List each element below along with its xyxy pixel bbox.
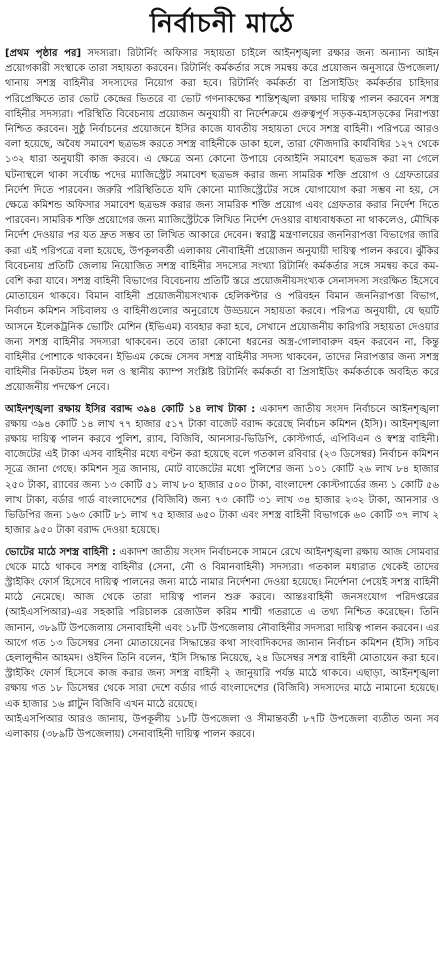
paragraph-1-text: সদস্যরা। রিটার্নিং অফিসার সহায়তা চাইলে আইনশৃঙ্খলা রক্ষার জন্য অন্যান্য আইন প্রয়োগকারী সংস্থাকে তারা সহায়তা করবেন। রিটার্নিং কর্মকর্তার সঙ্গে সমন্বয় করে প্রয়োজন অনুসারে উপজেলা/থানায় সশস্ত্র বাহিনীর সদস্যদের নিয়োগ করা হবে। রিটার্নিং কর্মকর্তা বা প্রিসাইডিং কর্মকর্তার চাহিদার পরিপ্রেক্ষিতে তার ভোট কেন্দ্রের ভিতরে বা ভোট গণনাকক্ষের শান্তিশৃঙ্খলা রক্ষায় দায়িত্ব পালন করবেন সশস্ত্র বাহিনীর সদস্যরা। পরিস্থিতি বিবেচনায় প্রয়োজন অনুযায়ী বা নির্দেশক্রমে গুরুত্বপূর্ণ সড়ক-মহাসড়কের নিরাপত্তা নিশ্চিত করবেন। সুষ্ঠু নির্বাচনের প্রয়োজনে ইসির কাজে যাবতীয় সহায়তা দেবে সশস্ত্র বাহিনী। পরিপত্রে আরও বলা হয়েছে, অবৈধ সমাবেশ ছত্রভঙ্গ করতে সশস্ত্র বাহিনীকে ডাকা হলে, তারা ফৌজদারি কার্যবিধির ১২৭ থেকে ১৩২ ধারা অনুযায়ী কাজ করবে। এ ক্ষেত্রে অন্য কোনো উপায়ে বেআইনি সমাবেশ ছত্রভঙ্গ করা না গেলে ঘটনাস্থলে থাকা সর্বোচ্চ পদের ম্যাজিস্ট্রেট সমাবেশ ছত্রভঙ্গ করার জন্য সামরিক শক্তি প্রয়োগ ও গ্রেফতারের নির্দেশ দিতে পারবেন। জরুরি পরিস্থিতিতে যদি কোনো ম্যাজিস্ট্রেটের সঙ্গে যোগাযোগ করা সম্ভব না হয়, সে ক্ষেত্রে কমিশন্ড অফিসার সমাবেশ ছত্রভঙ্গ করার জন্য সামরিক শক্তি প্রয়োগ এবং গ্রেফতার করার নির্দেশ দিতে পারবেন। সামরিক শক্তি প্রয়োগের জন্য ম্যাজিস্ট্রেটকে লিখিত নির্দেশ দেওয়ার বাধ্যবাধকতা না থাকলেও, মৌখিক নির্দেশ দেওয়ার পর যত দ্রুত সম্ভব তা লিখিত আকারে দেবেন। স্বরাষ্ট্র মন্ত্রণালয়ের জননিরাপত্তা বিভাগের জারি করা এই পরিপত্রে বলা হয়েছে, উপকূলবর্তী এলাকায় নৌবাহিনী প্রয়োজন অনুযায়ী দায়িত্ব পালন করবে। ঝুঁকির বিবেচনায় প্রতিটি জেলায় নিয়োজিত সশস্ত্র বাহিনীর সদস্যের সংখ্যা রিটার্নিং কর্মকর্তার সঙ্গে সমন্বয় করে কম-বেশি করা যাবে। সশস্ত্র বাহিনী বিভাগের বিবেচনায় প্রতিটি স্তরে প্রয়োজনীয়সংখ্যক সেনাসদস্য সংরক্ষিত হিসেবে মোতায়েন থাকবে। বিমান বাহিনী প্রয়োজনীয়সংখ্যক হেলিকপ্টার ও পরিবহন বিমান জননিরাপত্তা বিভাগ, নির্বাচন কমিশন সচিবালয় ও বাহিনীগুলোর অনুরোধে উড্ডয়নে সহায়তা করবে। পরিপত্র অনুযায়ী, যে ছয়টি আসনে ইলেকট্রনিক ভোটিং মেশিন (ইভিএম) ব্যবহার করা হবে, সেখানে প্রয়োজনীয় কারিগরি সহায়তা দেওয়ার জন্য সশস্ত্র বাহিনীর সদস্যরা থাকবেন। তবে তারা কোনো ধরনের অস্ত্র-গোলাবারুদ বহন করবেন না, কিন্তু বাহিনীর পোশাকে থাকবেন। ইভিএম কেন্দ্রে সেসব সশস্ত্র বাহিনীর সদস্য থাকবেন, তাদের নিরাপত্তার জন্য সশস্ত্র বাহিনীর নিকটতম টহল দল ও স্থানীয় ক্যাম্প সংশ্লিষ্ট রিটার্নিং কর্মকর্তা বা প্রিসাইডিং কর্মকর্তাকে অবহিত করে প্রয়োজনীয় পদক্ষেপ নেবে।	[5, 48, 439, 394]
paragraph-continued	[5, 46, 439, 396]
paragraph-3-text: একাদশ জাতীয় সংসদ নির্বাচনকে সামনে রেখে আইনশৃঙ্খলা রক্ষায় আজ সোমবার থেকে মাঠে থাকবে সশস্ত্র বাহিনীর (সেনা, নৌ ও বিমানবাহিনী) সদস্যরা। গতকাল মধ্যরাত থেকেই তাদের স্ট্রাইকিং ফোর্স হিসেবে দায়িত্ব পালনের জন্য মাঠে নামার নির্দেশনা দেওয়া হয়েছে। নির্দেশনা পেয়েই সশস্ত্র বাহিনী মাঠে নেমেছে। আজ থেকে তারা দায়িত্ব পালন শুরু করবে। আন্তঃবাহিনী জনসংযোগ পরিদপ্তরের (আইএসপিআর)-এর সহকারি পরিচালক রেজাউল করিম শাম্মী গতরাতে এ তথ্য নিশ্চিত করেছেন। তিনি জানান, ৩৮৯টি উপজেলায় সেনাবাহিনী এবং ১৮টি উপজেলায় নৌবাহিনীর সদস্যরা দায়িত্ব পালন করবেন। এর আগে গত ১৩ ডিসেম্বর সেনা মোতায়েনের সিদ্ধান্তের কথা সাংবাদিকদের জানান নির্বাচন কমিশন (ইসি) সচিব হেলালুদ্দীন আহমদ। ওইদিন তিনি বলেন, 'ইসি সিদ্ধান্ত নিয়েছে, ২৪ ডিসেম্বর সশস্ত্র বাহিনী মোতায়েন করা হবে। স্ট্রাইকিং ফোর্স হিসেবে কাজ করার জন্য সশস্ত্র বাহিনী ২ জানুয়ারি পর্যন্ত মাঠে থাকবে। এছাড়া, আইনশৃঙ্খলা রক্ষায় গত ১৮ ডিসেম্বর থেকে সারা দেশে বর্ডার গার্ড বাংলাদেশের (বিজিবি) সদস্যদের মাঠে নামানো হয়েছে। এক হাজার ১৬ প্লাটুন বিজিবি এখন মাঠে রয়েছে।	[5, 546, 439, 710]
paragraph-budget	[5, 402, 439, 539]
headline-row	[5, 6, 439, 46]
paragraph-2-text: একাদশ জাতীয় সংসদ নির্বাচনে আইনশৃঙ্খলা রক্ষায় ৩৯৪ কোটি ১৪ লাখ ৭৭ হাজার ৫১৭ টাকা বাজেট বরাদ্দ করেছে নির্বাচন কমিশন (ইসি)। আইনশৃঙ্খলা রক্ষায় দায়িত্ব পালন করবে পুলিশ, র‌্যাব, বিজিবি, আনসার-ভিডিপি, কোস্টগার্ড, এপিবিএন ও স্বশস্ত্র বাহিনী। বাজেটের এই টাকা এসব বাহিনীর মধ্যে বণ্টন করা হয়েছে বলে গতকাল রবিবার (২৩ ডিসেম্বর) নির্বাচন কমিশন সূত্রে জানা গেছে। কমিশন সূত্র জানায়, মোট বাজেটের মধ্যে পুলিশের জন্য ১০১ কোটি ২৬ লাখ ৮৪ হাজার ২৫০ টাকা, র‌্যাবের জন্য ১৩ কোটি ৫১ লাখ ৮০ হাজার ৫০০ টাকা, বাংলাদেশ কোস্টগার্ডের জন্য ১ কোটি ৫৬ লাখ টাকা, বর্ডার গার্ড বাংলাদেশের (বিজিবি) জন্য ৭৩ কোটি ৩১ লাখ ৩৪ হাজার ২৩২ টাকা, আনসার ও ভিডিপির জন্য ১৬৩ কোটি ৮১ লাখ ৭৫ হাজার ৬৫০ টাকা এবং সশস্ত্র বাহিনী বিভাগকে ৬০ কোটি ৩৭ লাখ ২ হাজার ৯৫০ টাকা বরাদ্দ দেওয়া হয়েছে।	[5, 403, 439, 537]
subhead-budget: আইনশৃঙ্খলা রক্ষায় ইসির বরাদ্দ ৩৯৪ কোটি ১৪ লাখ টাকা :	[5, 403, 256, 415]
paragraph-ispr: আইএসপিআর আরও জানায়, উপকূলীয় ১৮টি উপজেলা ও সীমান্তবর্তী ৮৭টি উপজেলা ব্যতীত অন্য সব এলাকায় (৩৮৯টি উপজেলায়) সেনাবাহিনী দায়িত্ব পালন করবে।	[5, 713, 439, 740]
continued-from-label: [প্রথম পৃষ্ঠার পর]	[5, 48, 82, 59]
headline: নির্বাচনী মাঠে	[149, 9, 295, 39]
paragraph-armed-forces	[5, 545, 439, 712]
subhead-armed-forces: ভোটের মাঠে সশস্ত্র বাহিনী :	[5, 546, 116, 558]
